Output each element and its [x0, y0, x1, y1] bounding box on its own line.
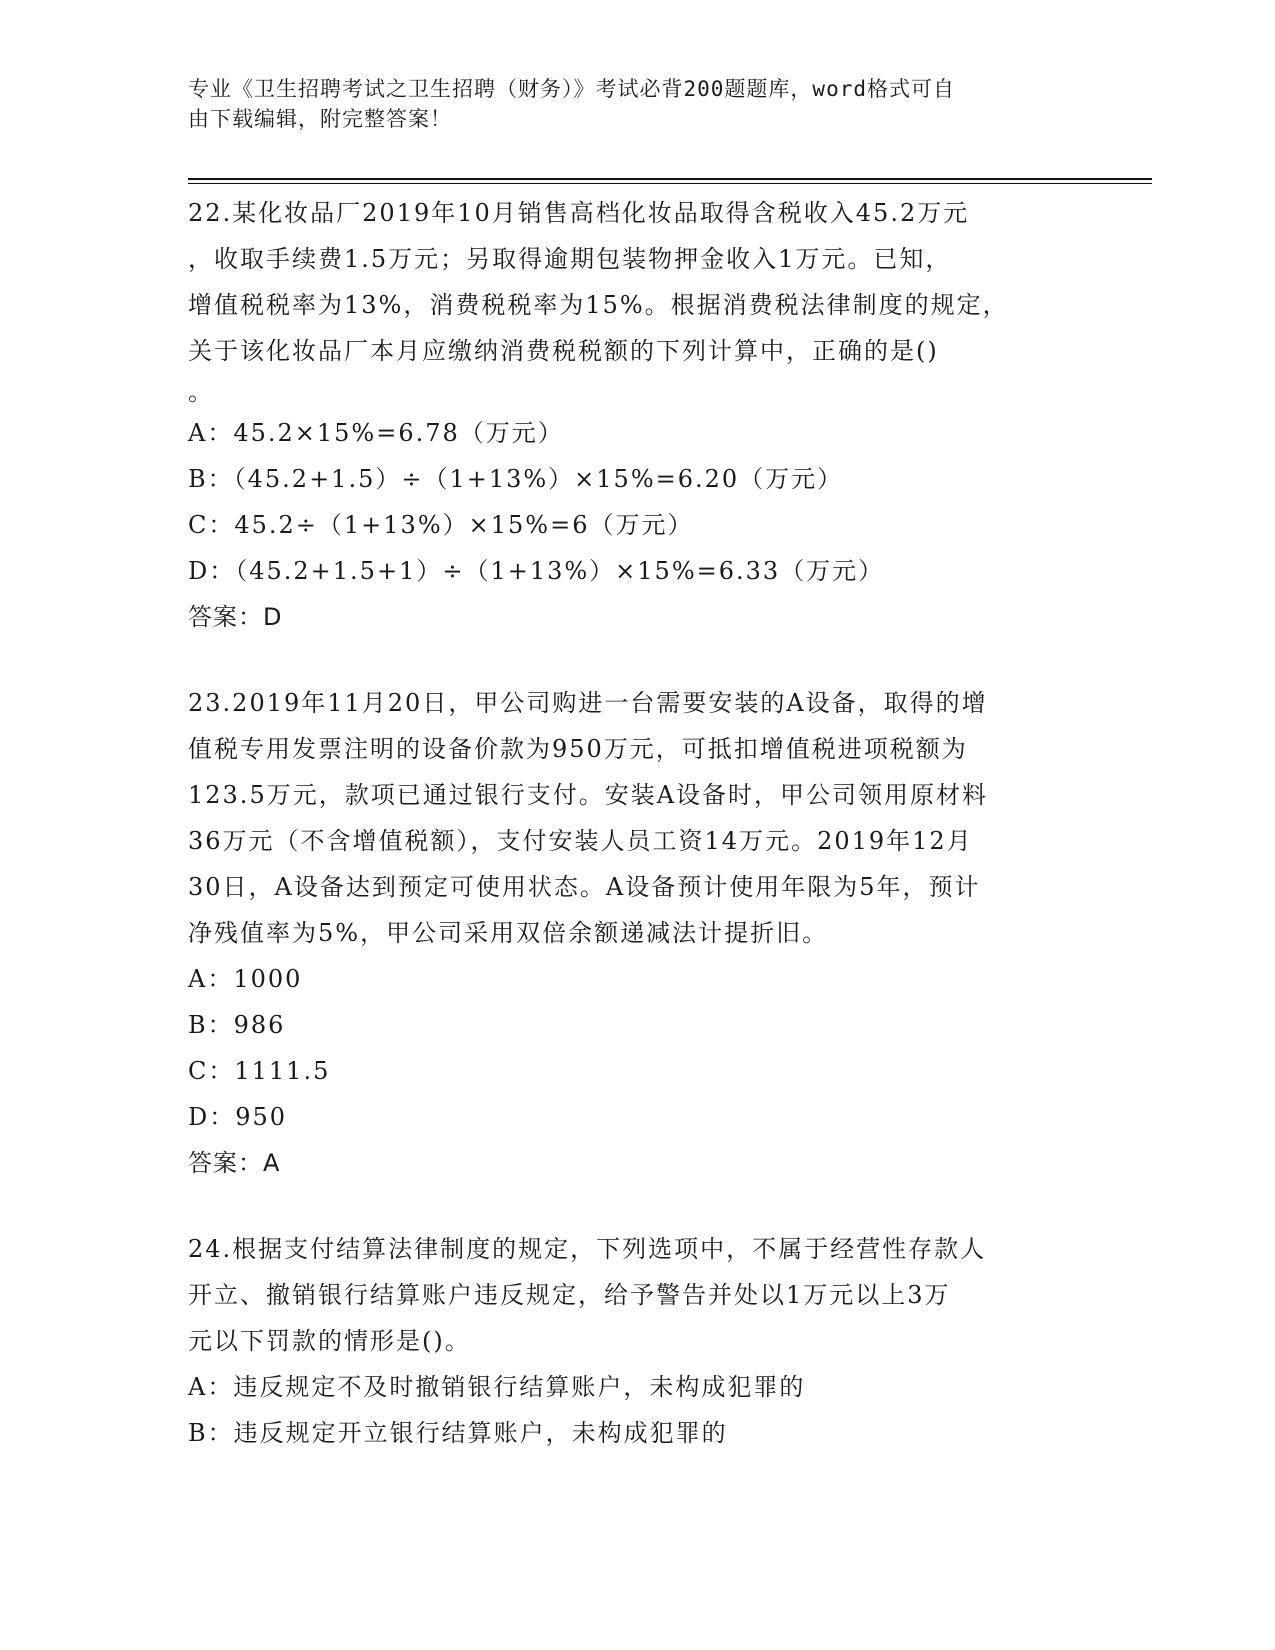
header-rule-thin [188, 183, 1152, 184]
option-c: C：45.2÷（1+13%）×15%=6（万元） [188, 511, 694, 539]
stem-line: 值税专用发票注明的设备价款为950万元，可抵扣增值税进项税额为 [188, 735, 968, 763]
stem-line: 元以下罚款的情形是()。 [188, 1327, 471, 1355]
stem-line: 关于该化妆品厂本月应缴纳消费税税额的下列计算中，正确的是() [188, 337, 939, 365]
question-24 [188, 1226, 1088, 1456]
stem-line: 22.某化妆品厂2019年10月销售高档化妆品取得含税收入45.2万元 [188, 199, 970, 227]
option-b: B：违反规定开立银行结算账户，未构成犯罪的 [188, 1419, 728, 1447]
stem-line: 增值税税率为13%，消费税税率为15%。根据消费税法律制度的规定， [188, 291, 1009, 319]
answer: 答案：A [188, 1149, 281, 1177]
stem-line: 23.2019年11月20日，甲公司购进一台需要安装的A设备，取得的增 [188, 689, 988, 717]
stem-line: 净残值率为5%，甲公司采用双倍余额递减法计提折旧。 [188, 919, 829, 947]
option-a: A：1000 [188, 965, 303, 993]
option-a: A：违反规定不及时撤销银行结算账户，未构成犯罪的 [188, 1373, 806, 1401]
option-a: A：45.2×15%=6.78（万元） [188, 419, 564, 447]
stem-line: 24.根据支付结算法律制度的规定，下列选项中，不属于经营性存款人 [188, 1235, 987, 1263]
stem-line: 123.5万元，款项已通过银行支付。安装A设备时，甲公司领用原材料 [188, 781, 989, 809]
question-23 [188, 680, 1088, 1186]
document-header [188, 74, 1068, 134]
option-b: B：986 [188, 1011, 286, 1039]
stem-line: 36万元（不含增值税额），支付安装人员工资14万元。2019年12月 [188, 827, 973, 855]
stem-line: ，收取手续费1.5万元；另取得逾期包装物押金收入1万元。已知， [188, 245, 952, 273]
stem-line: 。 [188, 378, 214, 406]
question-22 [188, 190, 1088, 640]
header-rule-thick [188, 178, 1152, 180]
question-stem [188, 680, 1088, 956]
option-b: B：（45.2+1.5）÷（1+13%）×15%=6.20（万元） [188, 465, 844, 493]
header-line-1: 专业《卫生招聘考试之卫生招聘（财务）》考试必背200题题库，word格式可自 [188, 77, 955, 101]
question-stem [188, 190, 1088, 410]
stem-line: 开立、撤销银行结算账户违反规定，给予警告并处以1万元以上3万 [188, 1281, 951, 1309]
header-line-2: 由下载编辑，附完整答案！ [188, 107, 452, 131]
option-d: D：950 [188, 1103, 288, 1131]
question-stem [188, 1226, 1088, 1364]
stem-line: 30日，A设备达到预定可使用状态。A设备预计使用年限为5年，预计 [188, 873, 981, 901]
option-c: C：1111.5 [188, 1057, 331, 1085]
answer: 答案：D [188, 603, 283, 631]
question-list [188, 190, 1088, 1496]
option-d: D：（45.2+1.5+1）÷（1+13%）×15%=6.33（万元） [188, 557, 885, 585]
